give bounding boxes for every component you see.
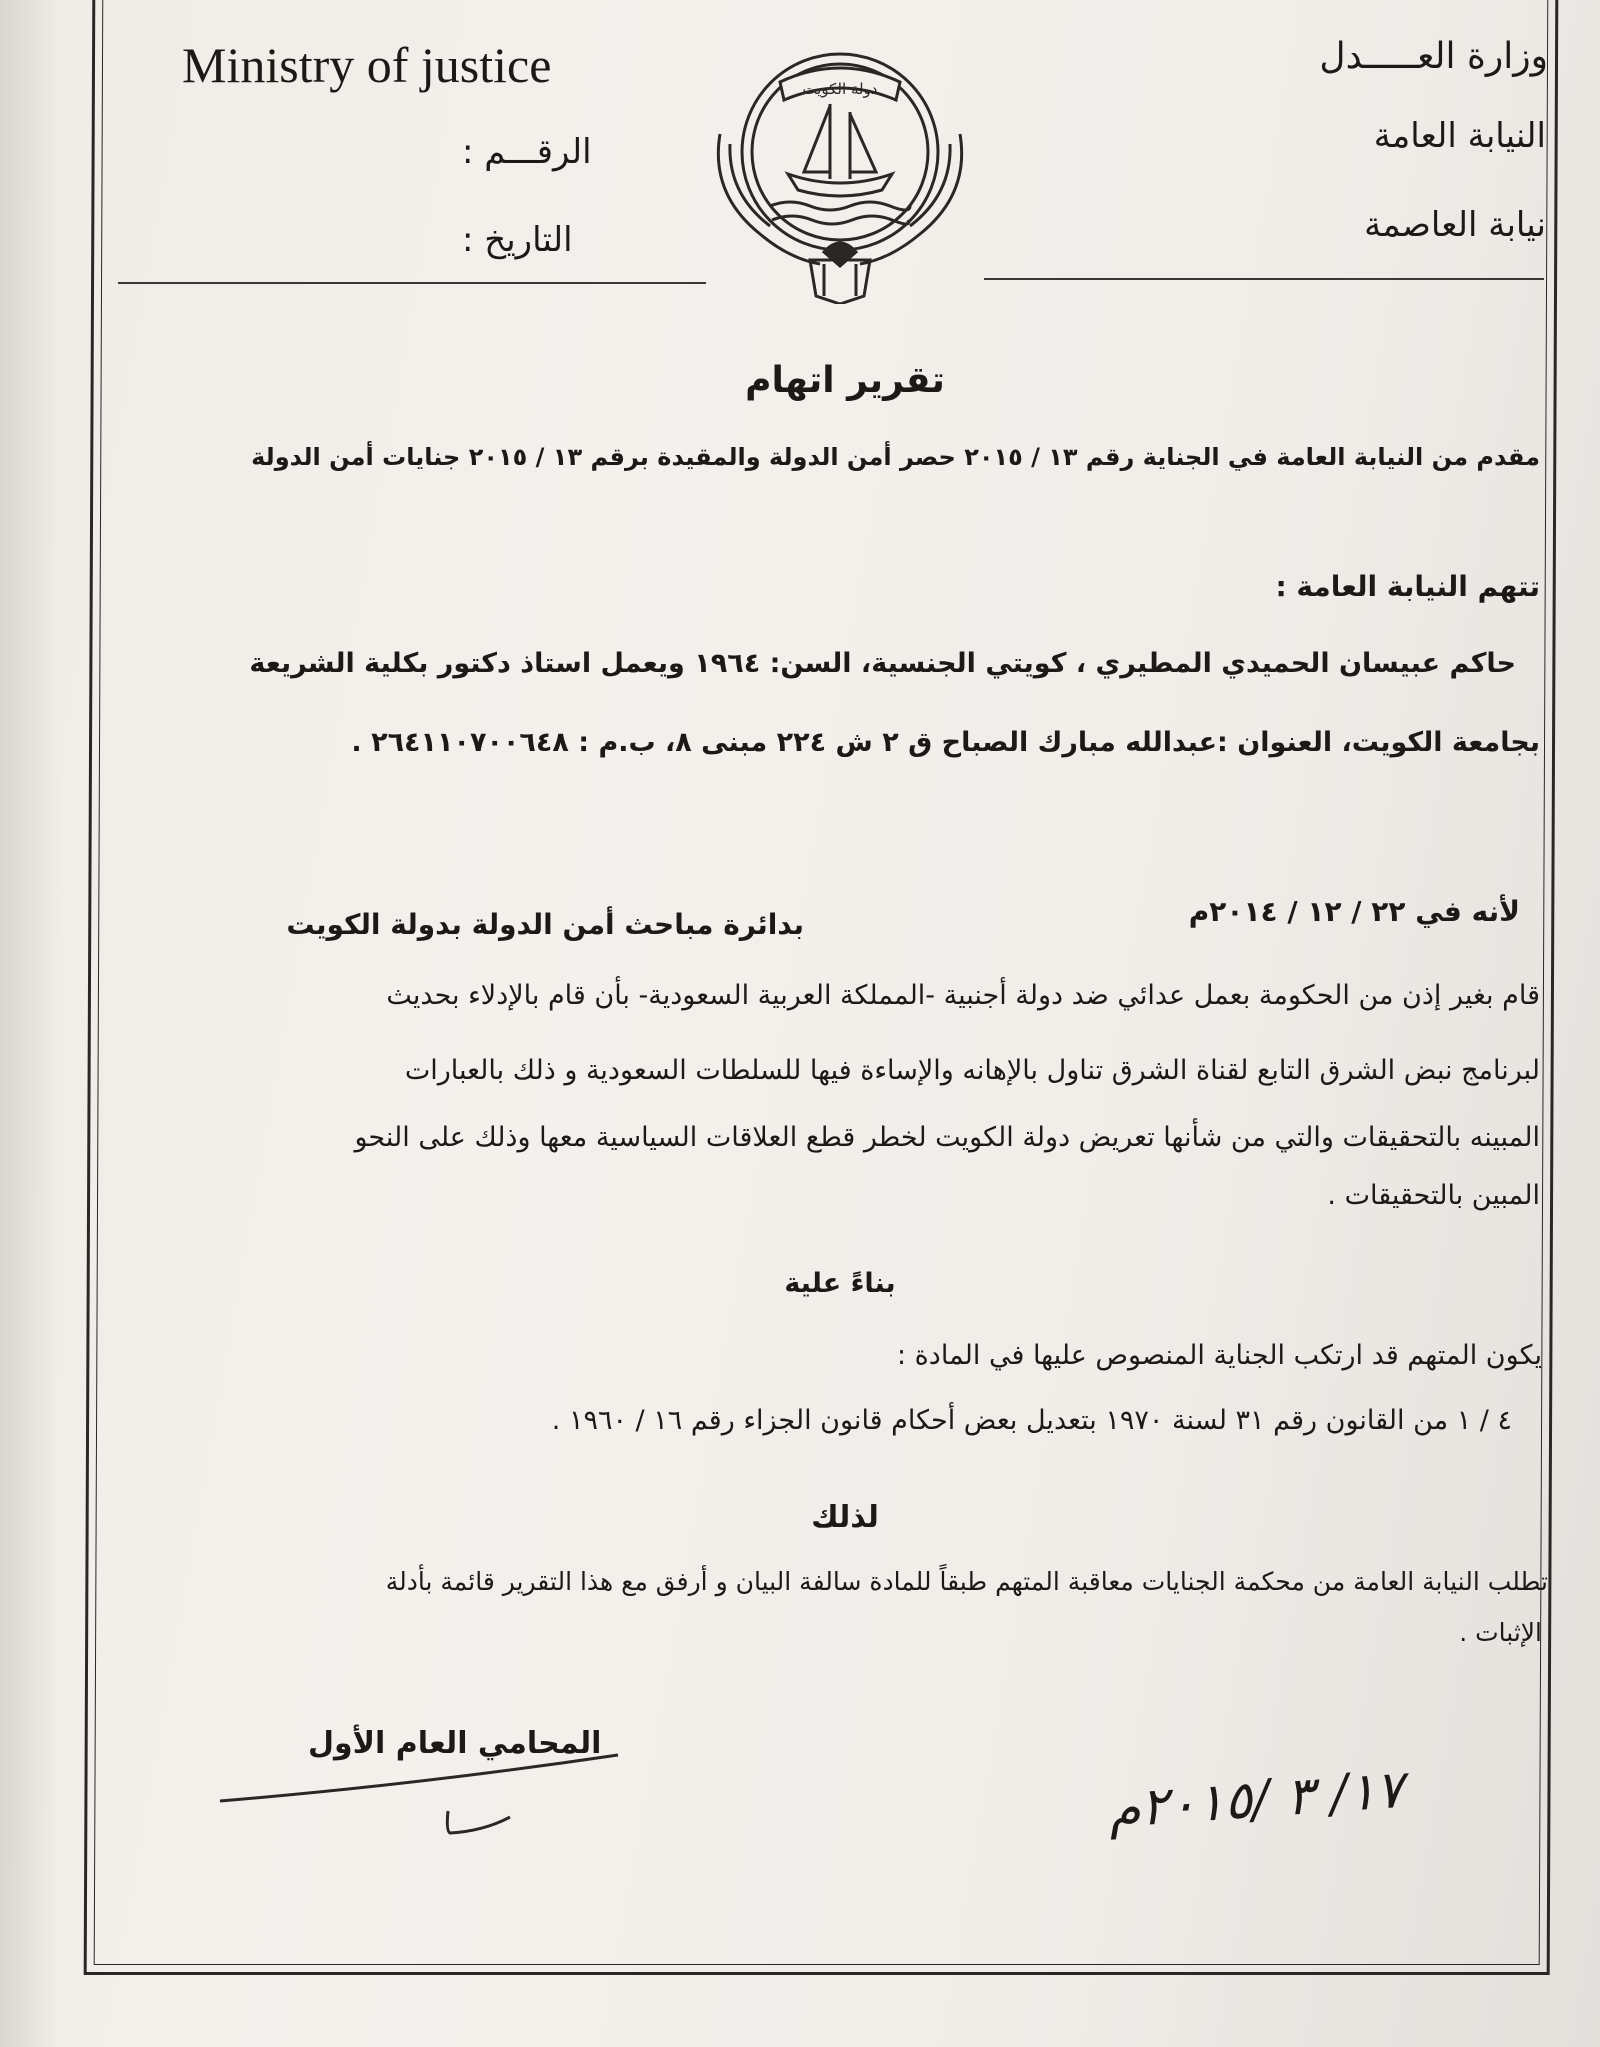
capital-prosecution-ar: نيابة العاصمة xyxy=(1364,205,1546,245)
report-subtitle: مقدم من النيابة العامة في الجناية رقم ١٣ / ٢٠١٥ حصر أمن الدولة والمقيدة برقم ١٣ / ٢٠١٥ جنايات أمن الدولة xyxy=(251,443,1540,471)
ministry-name-en: Ministry of justice xyxy=(182,37,552,93)
report-title: تقرير اتهام xyxy=(745,360,945,401)
based-on-heading: بناءً علية xyxy=(784,1268,896,1299)
request-line-2: الإثبات . xyxy=(1459,1618,1542,1647)
emblem-ribbon-text: دولة الكويت xyxy=(802,80,878,98)
page-shadow xyxy=(0,0,60,2047)
defendant-line-2: بجامعة الكويت، العنوان :عبدالله مبارك الصباح ق ٢ ش ٢٢٤ مبنى ٨، ب.م : ٢٦٤١١٠٧٠٠٦٤٨ . xyxy=(351,727,1540,758)
date-label: التاريخ : xyxy=(462,220,573,260)
request-line-1: تطلب النيابة العامة من محكمة الجنايات معاقبة المتهم طبقاً للمادة سالفة البيان و أرفق مع هذا التقرير قائمة بأدلة xyxy=(385,1567,1548,1596)
charge-line-3: المبينه بالتحقيقات والتي من شأنها تعريض دولة الكويت لخطر قطع العلاقات السياسية معها وذلك على النحو xyxy=(354,1122,1540,1153)
article-text: ٤ / ١ من القانون رقم ٣١ لسنة ١٩٧٠ بتعديل بعض أحكام قانون الجزاء رقم ١٦ / ١٩٦٠ . xyxy=(551,1405,1512,1436)
offense-date: لأنه في ٢٢ / ١٢ / ٢٠١٤م xyxy=(1188,895,1520,928)
jurisdiction: بدائرة مباحث أمن الدولة بدولة الكويت xyxy=(286,908,804,941)
number-label: الرقـــم : xyxy=(462,132,592,172)
ministry-name-ar: وزارة العـــــدل xyxy=(1319,36,1548,77)
header-rule-right xyxy=(984,278,1544,280)
handwritten-date: ١٧/ ٣ /٢٠١٥م xyxy=(1106,1759,1406,1841)
public-prosecution-ar: النيابة العامة xyxy=(1373,116,1546,156)
charge-line-1: قام بغير إذن من الحكومة بعمل عدائي ضد دولة أجنبية -المملكة العربية السعودية- بأن قام بالإدلاء بحديث xyxy=(386,980,1540,1011)
article-intro: يكون المتهم قد ارتكب الجناية المنصوص عليها في المادة : xyxy=(896,1340,1542,1371)
charge-line-4: المبين بالتحقيقات . xyxy=(1327,1180,1540,1211)
defendant-line-1: حاكم عبيسان الحميدي المطيري ، كويتي الجنسية، السن: ١٩٦٤ ويعمل استاذ دكتور بكلية الشريعة xyxy=(249,648,1516,679)
signatory-title: المحامي العام الأول xyxy=(308,1726,602,1761)
therefore-heading: لذلك xyxy=(811,1500,879,1535)
accuses-label: تتهم النيابة العامة : xyxy=(1275,570,1540,603)
charge-line-2: لبرنامج نبض الشرق التابع لقناة الشرق تناول بالإهانه والإساءة فيها للسلطات السعودية و ذلك بالعبارات xyxy=(404,1055,1540,1086)
kuwait-emblem xyxy=(700,34,980,304)
signature-stroke xyxy=(214,1745,634,1835)
header-rule-left xyxy=(118,282,706,284)
